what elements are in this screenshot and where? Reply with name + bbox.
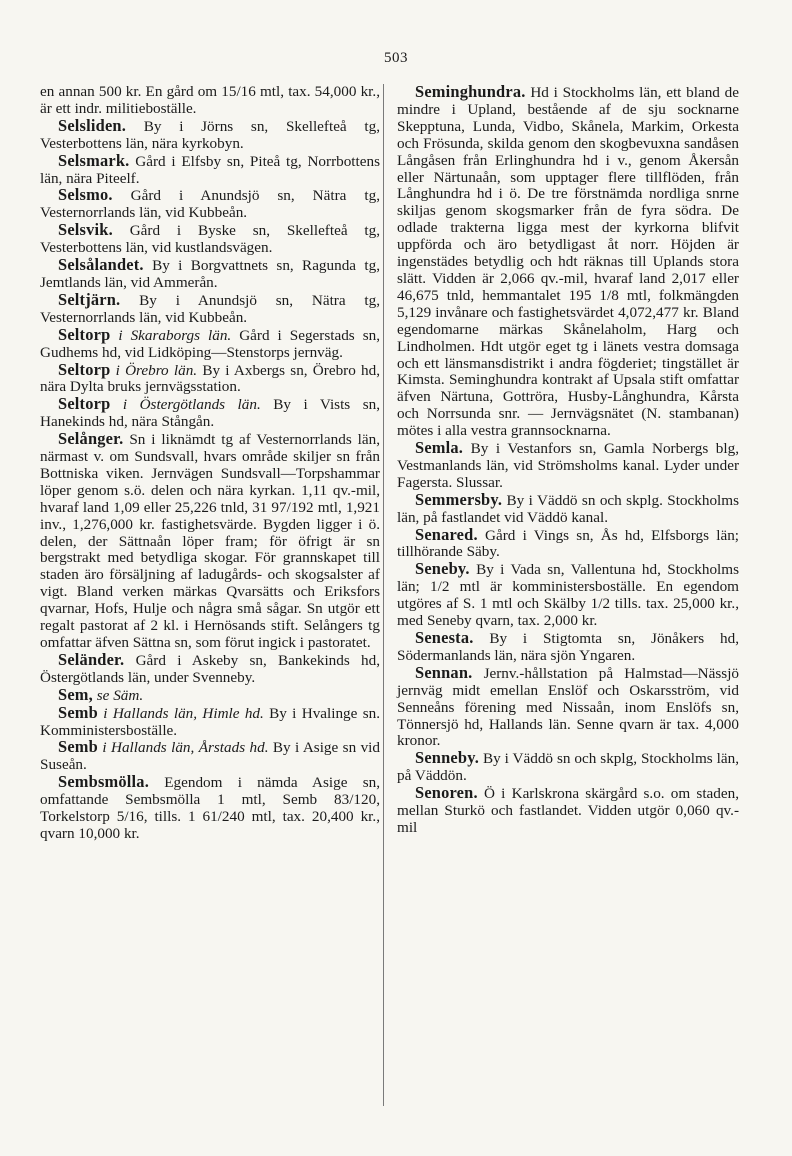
dictionary-entry — [40, 150, 380, 188]
entry-headword: Seltjärn. — [58, 289, 121, 309]
entry-headword: Semla. — [415, 438, 464, 458]
entry-headword: Selsmo. — [58, 185, 113, 205]
dictionary-entry — [40, 84, 380, 118]
entry-text: By i Asige sn vid Suseån. — [40, 739, 380, 774]
entry-text: By i Vada sn, Vallentuna hd, Stockholms län; 1/2 mtl är komministersboställe. En egendom utgöres af S. 1 mtl och Skälby 1/2 tills. tax. 25,000 kr., med Seneby qvarn, tax. 2,000 kr. — [397, 561, 739, 630]
dictionary-entry — [397, 84, 739, 440]
dictionary-entry — [397, 662, 740, 751]
entry-text: Hd i Stockholms län, ett bland de mindre i Upland, bestående af de sju socknarne Skepptuna, Lunda, Vidbo, Skånela, Markim, Orkesta och Frösunda, skilda genom den skogbevuxna sandåsen Långåsen från Erlinghundra hd i v., genom Åkersån eller Närtunaån, som upptager flere tillflöden, från Långhundra hd i ö. De tre förstnämda nordliga snrne skiljas genom skogsmarker från de fyra södra. De odlade trakterna ligga mest der kyrkorna blifvit uppförda och äro betydligast åt norr. Höjden är ingenstädes betydlig och hdt räknas till Uplands stora slätt. Vidden är 2,066 qv.-mil, hvaraf land 2,017 eller 46,675 tnld, hemmantalet 195 1/8 mtl, folkmängden 5,129 invånare och fastighetsvärdet 4,072,477 kr. Bland egendomarne märkas Skånelaholm, Harg och Lindholmen. Hdt utgör eget tg i länets vestra domsaga och ett länsmansdistrikt i andra fögderiet; tingstället är Kimsta. Seminghundra kontrakt af Upsala stift omfattar äfven Närtuna, Gottröra, Husby-Långhundra, Kårsta och Norrsunda snr. — Jernvägsnätet (N. stambanan) mötes i alla vestra grannsocknarna. — [397, 84, 739, 440]
entry-headword: Senoren. — [415, 783, 478, 803]
dictionary-entry — [40, 289, 381, 327]
entry-text: Jernv.-hållstation på Halmstad—Nässjö jernväg midt emellan Enslöf och Oskarsström, vid Senneåns förening med Nissaån, inom Enslöfs sn, Tönnersjö hd, Hallands län. Senne qvarn är tax. 4,000 kronor. — [397, 664, 740, 750]
right-column — [397, 84, 739, 837]
dictionary-entry — [397, 630, 739, 665]
entry-subheading: i Hallands län, Himle hd. — [103, 704, 264, 722]
dictionary-entry — [397, 561, 739, 630]
dictionary-entry — [40, 115, 380, 153]
dictionary-entry — [40, 324, 380, 362]
entry-text: By i Borgvattnets sn, Ragunda tg, Jemtlands län, vid Ammerån. — [40, 257, 381, 291]
entry-text: By i Anundsjö sn, Nätra tg, Vesternorrlands län, vid Kubbeån. — [40, 291, 381, 326]
entry-headword: Sem, — [58, 684, 93, 704]
dictionary-entry — [40, 431, 380, 652]
entry-headword: Sembsmölla. — [58, 772, 149, 792]
dictionary-entry — [397, 524, 740, 562]
entry-headword: Semmersby. — [415, 489, 503, 509]
entry-subheading: i Östergötlands län. — [122, 396, 261, 414]
entry-headword: Selsålandet. — [58, 255, 144, 275]
dictionary-entry — [397, 785, 739, 837]
dictionary-entry — [40, 649, 381, 687]
entry-headword: Selånger. — [58, 429, 124, 449]
entry-text: By i Axbergs sn, Örebro hd, nära Dylta bruks jernvägsstation. — [40, 361, 381, 396]
entry-text: se Säm. — [96, 686, 144, 704]
entry-text: By i Hvalinge sn. Komministersboställe. — [40, 704, 381, 739]
entry-text: Sn i liknämdt tg af Vesternorrlands län, närmast v. om Sundsvall, hvars område skiljer sn från Bottniska viken. Jernvägen Sundsvall—Torpshammar löper genom s.ö. delen och nära kyrkan. 1,11 qv.-mil, hvaraf land 1,09 eller 25,226 tnld, 31 97/192 mtl, 1,921 inv., 1,276,000 kr. fastighetsvärde. Bygden ligger i ö. delen, der Sättnaån löper fram; för öfrigt är sn bergstrakt med betydliga skogar. För grannskapet till staden äro försäljning af ladugårds- och skogsalster af vigt. Bland verken märkas Qvarsätts och Eriksfors qvarnar, Hofs, Hulje och några små sågar. Sn utgör ett regalt pastorat af 2 kl. i Hernösands stift. Selångers tg omfattar äfven Sättna sn, som förut ingick i pastoratet. — [40, 431, 380, 651]
entry-headword: Selsvik. — [58, 220, 113, 240]
entry-headword: Seltorp — [58, 324, 111, 344]
dictionary-entry — [40, 702, 381, 740]
dictionary-entry — [40, 222, 380, 257]
entry-headword: Selsmark. — [58, 150, 130, 170]
entry-subheading: i Hallands län, Årstads hd. — [102, 739, 269, 757]
dictionary-entry — [40, 257, 380, 292]
entry-headword: Seneby. — [415, 559, 470, 579]
column-divider — [383, 84, 384, 1106]
dictionary-entry — [397, 750, 739, 785]
page-number: 503 — [384, 50, 408, 66]
entry-text: Gård i Segerstads sn, Gudhems hd, vid Lidköping—Stenstorps jernväg. — [40, 326, 380, 361]
entry-text: By i Vists sn, Hanekinds hd, nära Stångån. — [40, 396, 380, 431]
entry-text: By i Jörns sn, Skellefteå tg, Vesterbottens län, nära kyrkobyn. — [40, 117, 380, 152]
entry-headword: Selsliden. — [58, 115, 127, 135]
entry-headword: Senneby. — [415, 748, 480, 768]
entry-text: By i Väddö sn och skplg, Stockholms län, på Väddön. — [397, 750, 739, 785]
dictionary-entry — [40, 774, 380, 843]
entry-headword: Semb — [58, 737, 98, 757]
entry-subheading: i Örebro län. — [115, 361, 198, 379]
dictionary-entry — [397, 489, 739, 527]
entry-headword: Senesta. — [415, 628, 474, 647]
dictionary-entry — [40, 396, 380, 431]
entry-text: By i Väddö sn och skplg. Stockholms län, på fastlandet vid Väddö kanal. — [397, 491, 739, 526]
entry-text: Gård i Askeby sn, Bankekinds hd, Östergötlands län, under Svenneby. — [40, 651, 381, 686]
entry-headword: Seminghundra. — [415, 82, 526, 101]
dictionary-entry — [40, 739, 380, 774]
entry-headword: Sennan. — [415, 662, 473, 682]
entry-text: Egendom i nämda Asige sn, omfattande Sembsmölla 1 mtl, Semb 83/120, Torkelstorp 5/16, tills. 1 61/240 mtl, tax. 20,400 kr., qvarn 10,000 kr. — [40, 774, 381, 842]
entry-headword: Seländer. — [58, 649, 125, 669]
entry-headword: Seltorp — [58, 359, 111, 379]
entry-text: Gård i Anundsjö sn, Nätra tg, Vesternorrlands län, vid Kubbeån. — [40, 187, 380, 222]
entry-text: Gård i Vings sn, Ås hd, Elfsborgs län; tillhörande Säby. — [397, 526, 740, 561]
entry-text: By i Vestanfors sn, Gamla Norbergs blg, Vestmanlands län, vid Strömsholms kanal. Lyder under Fagersta. Slussar. — [397, 440, 739, 491]
entry-text: Gård i Elfsby sn, Piteå tg, Norrbottens län, nära Piteelf. — [40, 152, 380, 187]
entry-headword: Semb — [58, 702, 98, 722]
entry-headword: Seltorp — [58, 394, 111, 414]
entry-subheading: i Skaraborgs län. — [118, 326, 232, 344]
entry-text: en annan 500 kr. En gård om 15/16 mtl, tax. 54,000 kr., är ett indr. militieboställe. — [40, 83, 380, 117]
entry-text: Ö i Karlskrona skärgård s.o. om staden, mellan Sturkö och fastlandet. Vidden utgör 0,060 qv.-mil — [397, 785, 740, 836]
entry-text: Gård i Byske sn, Skellefteå tg, Vesterbottens län, vid kustlandsvägen. — [40, 222, 381, 257]
left-column — [40, 84, 380, 843]
dictionary-entry — [397, 440, 739, 492]
dictionary-entry — [40, 359, 381, 397]
entry-text: By i Stigtomta sn, Jönåkers hd, Södermanlands län, nära sjön Yngaren. — [397, 630, 740, 664]
dictionary-entry — [40, 187, 380, 222]
entry-headword: Senared. — [415, 524, 478, 544]
